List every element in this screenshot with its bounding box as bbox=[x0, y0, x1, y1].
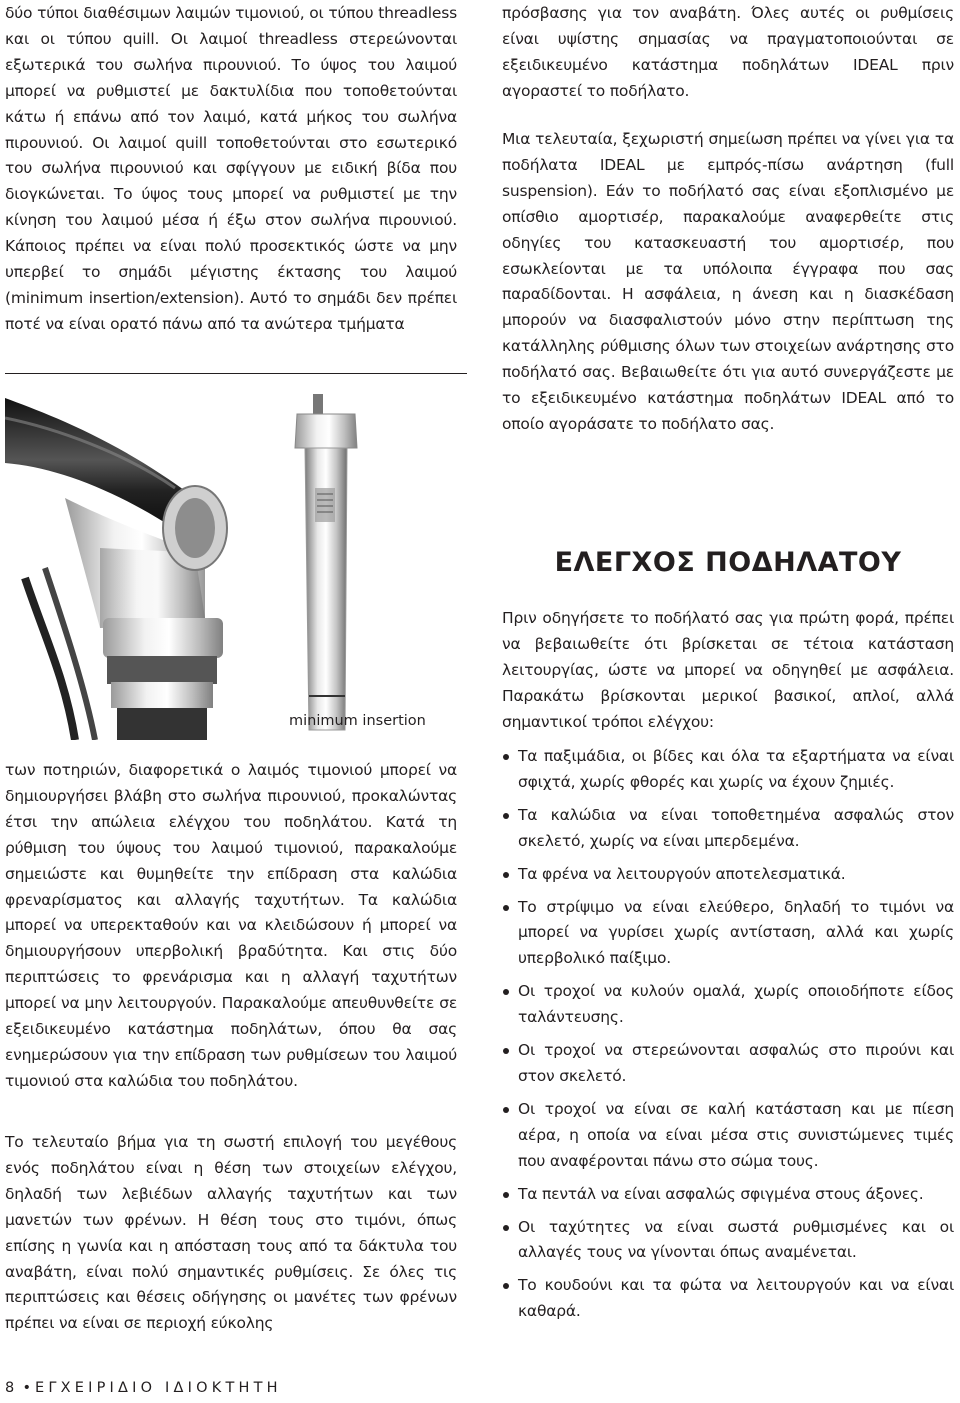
checks-list bbox=[502, 744, 954, 1332]
stem-photo bbox=[5, 378, 467, 740]
paragraph-access: πρόσβασης για τον αναβάτη. Όλες αυτές οι ρυθμίσεις είναι υψίστης σημασίας να πραγματοποιούνται σε εξειδικευμένο κατάστημα ποδηλάτων IDEAL πριν αγοραστεί το ποδήλατο. bbox=[502, 4, 954, 100]
paragraph-stem-adjustment: των ποτηριών, διαφορετικά ο λαιμός τιμονιού μπορεί να δημιουργήσει βλάβη στο σωλήνα πιρουνιού, προκαλώντας έτσι την απώλεια ελέγχου του ποδηλάτου. Κατά τη ρύθμιση του ύψους του λαιμού τιμονιού, παρακαλούμε σημειώστε και θυμηθείτε την επίδραση στα καλώδια φρεναρίσματος και αλλαγής ταχυτήτων. Τα καλώδια μπορεί να υπερεκταθούν και να κλειδώσουν ή μπορεί να δημιουργήσουν υπερβολική βραδύτητα. Και στις δύο περιπτώσεις το φρενάρισμα και η αλλαγή ταχυτήτων μπορεί να μην λειτουργούν. Παρακαλούμε απευθυνθείτε σε εξειδικευμένο κατάστημα ποδηλάτων, όπου θα σας ενημερώσουν για την επίδραση των ρυθμίσεων του λαιμού τιμονιού στα καλώδια του ποδηλάτου. bbox=[5, 761, 457, 1090]
quill-stem bbox=[295, 394, 357, 730]
footer-bullet-icon: • bbox=[22, 1380, 31, 1396]
paragraph-controls-position: Το τελευταίο βήμα για τη σωστή επιλογή του μεγέθους ενός ποδηλάτου είναι η θέση των στοιχείων ελέγχου, δηλαδή των λεβιέδων αλλαγής ταχυτήτων και των μανετών των φρένων. Η θέση τους στο τιμόνι, όπως επίσης η γωνία και η απόσταση τους από τα δάκτυλα του αναβάτη, είναι πολύ σημαντικές ρυθμίσεις. Σε όλες τις περιπτώσεις και θέσεις οδήγησης οι μανέτες των φρένων πρέπει να είναι σε περιοχή εύκολης bbox=[5, 1133, 457, 1333]
bullet-icon bbox=[503, 1107, 509, 1113]
bullet-icon bbox=[503, 905, 509, 911]
bullet-icon bbox=[503, 989, 509, 995]
stem-figure bbox=[5, 378, 467, 740]
page-number: 8 bbox=[5, 1380, 19, 1396]
figure-top-rule bbox=[5, 373, 467, 374]
list-item: Τα καλώδια να είναι τοποθετημένα ασφαλώς στον σκελετό, χωρίς να είναι μπερδεμένα. bbox=[502, 803, 954, 855]
bullet-icon bbox=[503, 754, 509, 760]
bullet-icon bbox=[503, 1225, 509, 1231]
list-item: Το κουδούνι και τα φώτα να λειτουργούν και να είναι καθαρά. bbox=[502, 1273, 954, 1325]
list-item: Τα φρένα να λειτουργούν αποτελεσματικά. bbox=[502, 862, 954, 888]
list-item: Οι τροχοί να είναι σε καλή κατάσταση και με πίεση αέρα, η οποία να είναι μέσα στις συνιστώμενες τιμές που αναφέρονται πάνω στο σώμα τους. bbox=[502, 1097, 954, 1175]
page-footer bbox=[5, 1380, 282, 1396]
list-item: Τα πεντάλ να είναι ασφαλώς σφιγμένα στους άξονες. bbox=[502, 1182, 954, 1208]
footer-title: ΕΓΧΕΙΡΙΔΙΟ ΙΔΙΟΚΤΗΤΗ bbox=[35, 1380, 282, 1396]
list-item: Οι τροχοί να κυλούν ομαλά, χωρίς οποιοδήποτε είδος ταλάντευσης. bbox=[502, 979, 954, 1031]
minimum-insertion-label: minimum insertion bbox=[289, 713, 426, 729]
bullet-icon bbox=[503, 1192, 509, 1198]
list-item: Οι ταχύτητες να είναι σωστά ρυθμισμένες και οι αλλαγές τους να γίνονται όπως αναμένεται. bbox=[502, 1215, 954, 1267]
bullet-icon bbox=[503, 813, 509, 819]
list-item: Το στρίψιμο να είναι ελεύθερο, δηλαδή το τιμόνι να μπορεί να γυρίσει χωρίς αντίσταση, αλλά και χωρίς υπερβολικό παίξιμο. bbox=[502, 895, 954, 973]
list-item: Τα παξιμάδια, οι βίδες και όλα τα εξαρτήματα να είναι σφιχτά, χωρίς φθορές και χωρίς να έχουν ζημιές. bbox=[502, 744, 954, 796]
paragraph-before-riding: Πριν οδηγήσετε το ποδήλατό σας για πρώτη φορά, πρέπει να βεβαιωθείτε ότι βρίσκεται σε τέτοια κατάσταση λειτουργίας, ώστε να μπορεί να οδηγηθεί με ασφάλεια. Παρακάτω βρίσκονται μερικοί βασικοί, απλοί, αλλά σημαντικοί τρόποι ελέγχου: bbox=[502, 609, 954, 731]
bullet-icon bbox=[503, 1283, 509, 1289]
bullet-icon bbox=[503, 1048, 509, 1054]
section-heading: ΕΛΕΓΧΟΣ ΠΟΔΗΛΑΤΟΥ bbox=[554, 547, 902, 578]
paragraph-suspension: Μια τελευταία, ξεχωριστή σημείωση πρέπει να γίνει για τα ποδήλατα IDEAL με εμπρός-πίσω ανάρτηση (full suspension). Εάν το ποδήλατό σας είναι εξοπλισμένο με οπίσθιο αμορτισέρ, παρακαλούμε αναφερθείτε στις οδηγίες του κατασκευαστή του αμορτισέρ, που εσωκλείονται με τα υπόλοιπα έγγραφα που σας παραδίδονται. Η ασφάλεια, η άνεση και η διασκέδαση μπορούν να διασφαλιστούν μόνο στην περίπτωση της κατάλληλης ρύθμισης όλων των στοιχείων ανάρτησης στο ποδήλατό σας. Βεβαιωθείτε ότι για αυτό συνεργάζεστε με το εξειδικευμένο κατάστημα ποδηλάτων IDEAL από το οποίο αγοράσατε το ποδήλατο σας. bbox=[502, 130, 954, 433]
list-item: Οι τροχοί να στερεώνονται ασφαλώς στο πιρούνι και στον σκελετό. bbox=[502, 1038, 954, 1090]
bullet-icon bbox=[503, 872, 509, 878]
paragraph-stem-types: δύο τύποι διαθέσιμων λαιμών τιμονιού, οι τύπου threadless και οι τύπου quill. Οι λαιμοί threadless στερεώνονται εξωτερικά του σωλήνα πιρουνιού. Το ύψος του λαιμού μπορεί να ρυθμιστεί με δακτυλίδια που τοποθετούνται κάτω ή επάνω από τον λαιμό, κατά μήκος του σωλήνα πιρουνιού. Οι λαιμοί quill τοποθετούνται στο εσωτερικό του σωλήνα πιρουνιού και σφίγγουν με ειδική βίδα που διογκώνεται. Το ύψος τους μπορεί να ρυθμιστεί με την κίνηση του λαιμού μέσα ή έξω στον σωλήνα πιρουνιού. Κάποιος πρέπει να είναι πολύ προσεκτικός ώστε να μην υπερβεί το σημάδι μέγιστης έκτασης του λαιμού (minimum insertion/extension). Αυτό το σημάδι δεν πρέπει ποτέ να είναι ορατό πάνω από τα ανώτερα τμήματα bbox=[5, 4, 457, 333]
